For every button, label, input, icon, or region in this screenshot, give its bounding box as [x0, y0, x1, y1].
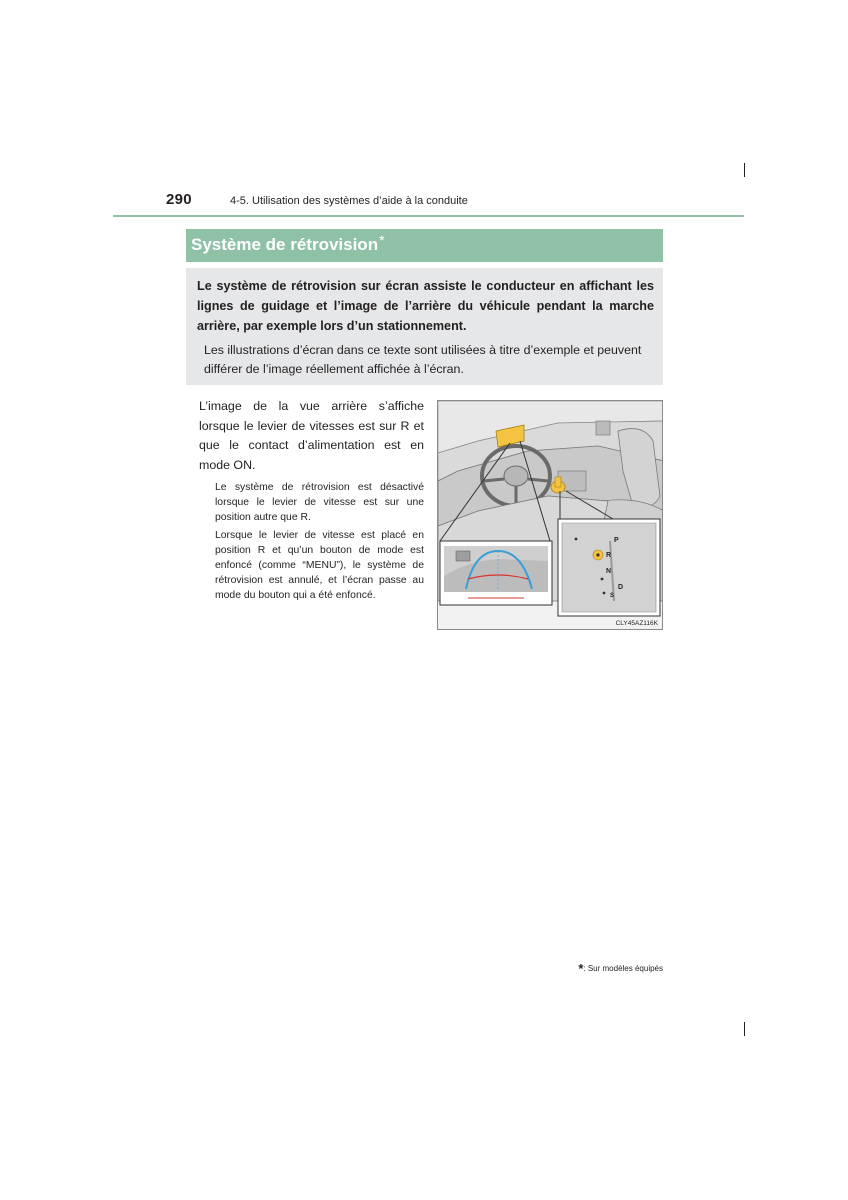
section-title-marker: * — [379, 232, 385, 248]
note-mode-button: Lorsque le levier de vitesse est placé en position R et qu’un bouton de mode est enfoncé (comme “MENU”), le système de rétrovision est annulé, et l’écran passe au mode du bouton qui a été enfoncé. — [215, 530, 424, 601]
note-deactivation: Le système de rétrovision est désactivé lorsque le levier de vitesse est sur une position autre que R. — [215, 482, 424, 523]
gear-selector-inset — [558, 519, 660, 616]
crop-mark-top — [744, 163, 745, 177]
gear-label-d: D — [618, 584, 624, 591]
gear-label-r: R — [606, 552, 612, 559]
body-paragraph: L’image de la vue arrière s’affiche lorsque le levier de vitesses est sur R et que le contact d’alimentation est en mode ON. — [199, 399, 424, 472]
crop-mark-bottom — [744, 1022, 745, 1036]
footnote — [578, 961, 663, 976]
footnote-marker: * — [578, 961, 584, 976]
intro-note: Les illustrations d’écran dans ce texte sont utilisées à titre d’exemple et peuvent différer de l’image réellement affichée à l’écran. — [204, 343, 642, 376]
section-title-text: Système de rétrovision — [191, 235, 379, 254]
running-head: 4-5. Utilisation des systèmes d’aide à la conduite — [230, 195, 468, 207]
section-title — [191, 232, 385, 255]
footnote-text: : Sur modèles équipés — [583, 964, 663, 973]
illustration-rear-view-camera — [437, 400, 663, 630]
dashboard-illustration — [438, 401, 663, 630]
figure-code: CLY45AZ116K — [615, 620, 658, 627]
gear-label-n: N — [606, 568, 612, 575]
rear-camera-display-inset — [440, 541, 552, 605]
intro-summary: Le système de rétrovision sur écran assiste le conducteur en affichant les lignes de guidage et l’image de l’arrière du véhicule pendant la marche arrière, par exemple lors d’un stationnement. — [197, 279, 654, 333]
header-rule — [113, 215, 744, 217]
page-number: 290 — [166, 191, 192, 208]
gear-label-p: P — [614, 537, 619, 544]
gear-label-s: S — [610, 593, 615, 599]
